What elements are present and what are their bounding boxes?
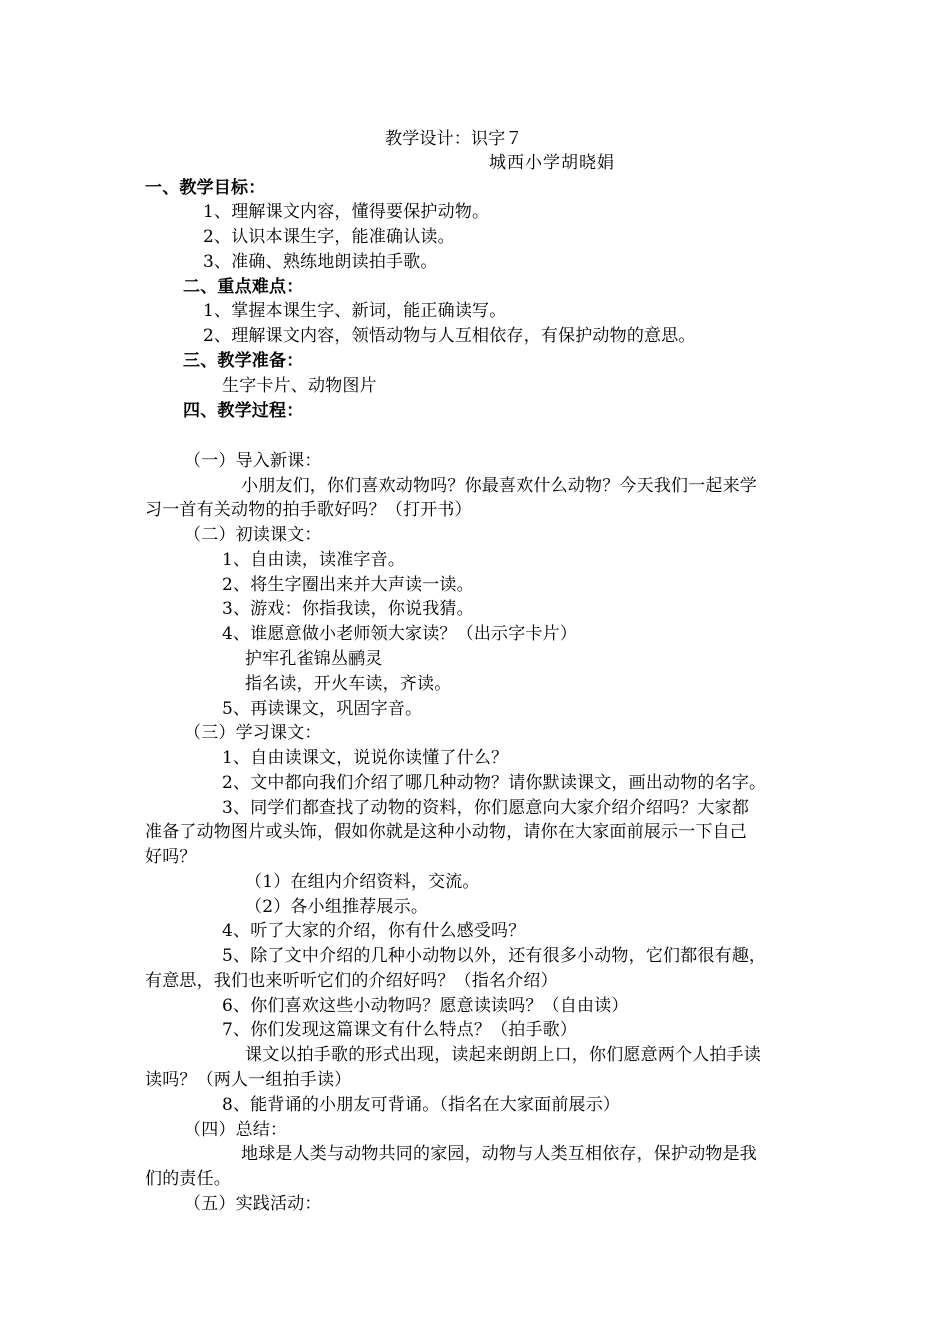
study-item-7-line-3: 读吗？（两人一组拍手读）: [145, 1070, 352, 1090]
goal-item-2: 2、认识本课生字，能准确认读。: [203, 227, 455, 247]
study-sub-item-1: （1）在组内介绍资料，交流。: [245, 872, 480, 892]
study-item-7-line-2: 课文以拍手歌的形式出现，读起来朗朗上口，你们愿意两个人拍手读: [245, 1045, 761, 1065]
study-item-3-line-1: 3、同学们都查找了动物的资料，你们愿意向大家介绍介绍吗？大家都: [222, 798, 750, 818]
first-reading-item-3: 3、游戏：你指我读，你说我猜。: [222, 599, 474, 619]
process-heading-intro: （一）导入新课：: [184, 451, 322, 471]
key-point-item-1: 1、掌握本课生字、新词，能正确读写。: [203, 301, 507, 321]
study-item-2: 2、文中都向我们介绍了哪几种动物？请你默读课文，画出动物的名字。: [222, 773, 767, 793]
process-heading-practice: （五）实践活动：: [184, 1194, 322, 1214]
study-item-8: 8、能背诵的小朋友可背诵。（指名在大家面前展示）: [222, 1095, 621, 1115]
reading-methods: 指名读，开火车读，齐读。: [245, 674, 452, 694]
intro-paragraph-line-2: 习一首有关动物的拍手歌好吗？（打开书）: [145, 500, 472, 520]
document-title: 教学设计：识字７: [385, 129, 523, 149]
new-characters-list: 护牢孔雀锦丛鹂灵: [245, 649, 383, 669]
first-reading-item-5: 5、再读课文，巩固字音。: [222, 699, 423, 719]
section-heading-process: 四、教学过程：: [183, 401, 304, 421]
section-heading-key-points: 二、重点难点：: [183, 277, 304, 297]
process-heading-study: （三）学习课文：: [184, 723, 322, 743]
study-item-1: 1、自由读课文，说说你读懂了什么？: [222, 748, 509, 768]
first-reading-item-4: 4、谁愿意做小老师领大家读？（出示字卡片）: [222, 624, 578, 644]
key-point-item-2: 2、理解课文内容，领悟动物与人互相依存，有保护动物的意思。: [203, 326, 696, 346]
first-reading-item-2: 2、将生字圈出来并大声读一读。: [222, 575, 474, 595]
section-heading-preparation: 三、教学准备：: [183, 351, 304, 371]
process-heading-first-reading: （二）初读课文：: [184, 525, 322, 545]
author-name: 城西小学胡晓娟: [489, 153, 615, 173]
first-reading-item-1: 1、自由读，读准字音。: [222, 550, 406, 570]
summary-line-1: 地球是人类与动物共同的家园，动物与人类互相依存，保护动物是我: [241, 1144, 757, 1164]
section-heading-goals: 一、教学目标：: [145, 178, 266, 198]
preparation-text: 生字卡片、动物图片: [222, 376, 377, 396]
study-item-4: 4、听了大家的介绍，你有什么感受吗？: [222, 921, 526, 941]
study-item-3-line-2: 准备了动物图片或头饰，假如你就是这种小动物，请你在大家面前展示一下自己: [145, 822, 747, 842]
study-sub-item-2: （2）各小组推荐展示。: [245, 897, 429, 917]
process-heading-summary: （四）总结：: [184, 1120, 288, 1140]
goal-item-3: 3、准确、熟练地朗读拍手歌。: [203, 252, 438, 272]
study-item-5-line-2: 有意思，我们也来听听它们的介绍好吗？（指名介绍）: [145, 971, 558, 991]
study-item-7: 7、你们发现这篇课文有什么特点？（拍手歌）: [222, 1020, 578, 1040]
study-item-3-line-3: 好吗？: [145, 847, 197, 867]
study-item-6: 6、你们喜欢这些小动物吗？愿意读读吗？（自由读）: [222, 996, 629, 1016]
summary-line-2: 们的责任。: [145, 1169, 231, 1189]
study-item-5-line-1: 5、除了文中介绍的几种小动物以外，还有很多小动物，它们都很有趣，: [222, 946, 767, 966]
goal-item-1: 1、理解课文内容，懂得要保护动物。: [203, 202, 490, 222]
intro-paragraph-line-1: 小朋友们，你们喜欢动物吗？你最喜欢什么动物？今天我们一起来学: [241, 476, 757, 496]
